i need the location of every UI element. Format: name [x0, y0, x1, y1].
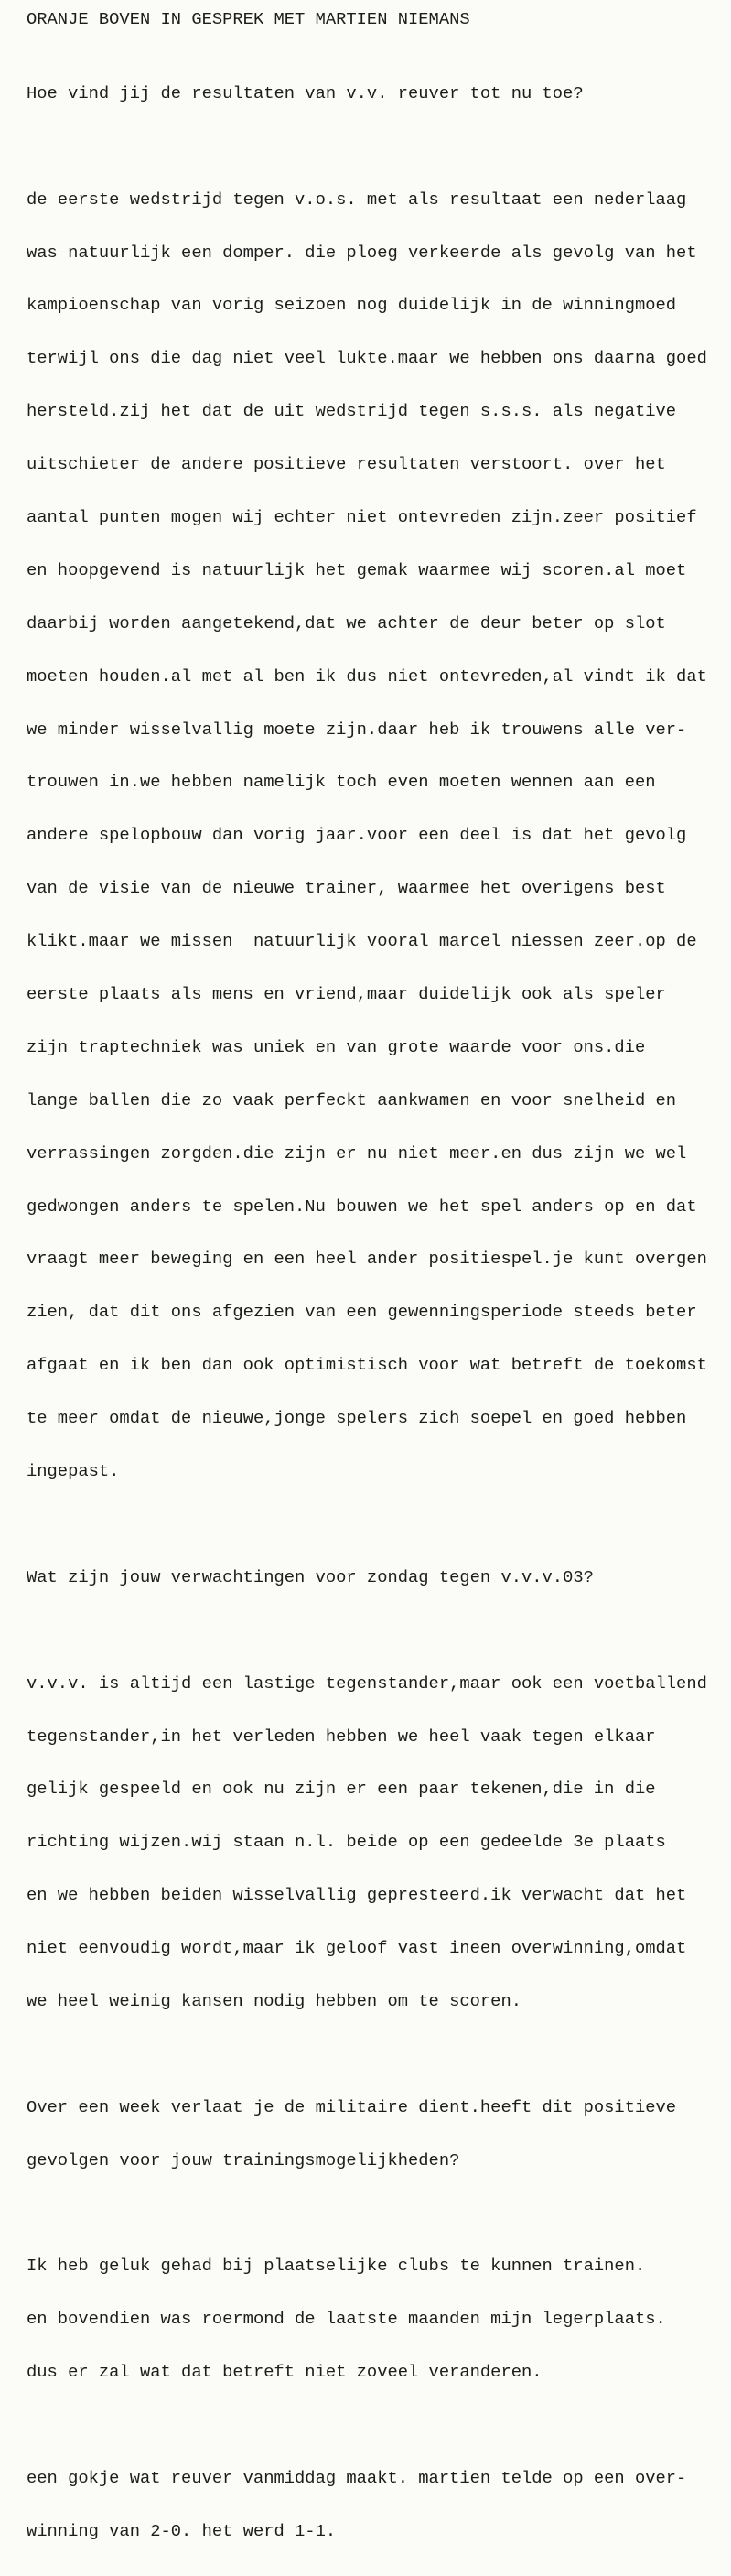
document-title: ORANJE BOVEN IN GESPREK MET MARTIEN NIEMANS	[27, 9, 470, 29]
answer-line: terwijl ons die dag niet veel lukte.maar we hebben ons daarna goed	[27, 348, 707, 369]
question-line: Over een week verlaat je de militaire dient.heeft dit positieve	[27, 2096, 677, 2117]
answer-line: zijn traptechniek was uniek en van grote waarde voor ons.die	[27, 1036, 646, 1057]
answer-line: we heel weinig kansen nodig hebben om te scoren.	[27, 1990, 521, 2011]
answer-line: en hoopgevend is natuurlijk het gemak waarmee wij scoren.al moet	[27, 559, 687, 580]
answer-line: v.v.v. is altijd een lastige tegenstander,maar ook een voetballend	[27, 1672, 707, 1694]
answer-1	[27, 156, 731, 1516]
answer-line: te meer omdat de nieuwe,jonge spelers zich soepel en goed hebben	[27, 1408, 687, 1429]
answer-3	[27, 2223, 731, 2417]
answer-line: dus er zal wat dat betreft niet zoveel veranderen.	[27, 2362, 543, 2383]
answer-line: gedwongen anders te spelen.Nu bouwen we het spel anders op en dat	[27, 1196, 697, 1217]
question-1	[27, 49, 731, 137]
question-line: gevolgen voor jouw trainingsmogelijkheden?	[27, 2149, 460, 2170]
answer-line: andere spelopbouw dan vorig jaar.voor een deel is dat het gevolg	[27, 825, 687, 846]
answer-line: moeten houden.al met al ben ik dus niet ontevreden,al vindt ik dat	[27, 666, 707, 687]
spacer	[27, 2205, 731, 2223]
spacer	[27, 1516, 731, 1533]
answer-line: hersteld.zij het dat de uit wedstrijd tegen s.s.s. als negative	[27, 401, 677, 422]
answer-line: zien, dat dit ons afgezien van een gewenningsperiode steeds beter	[27, 1302, 697, 1323]
closing-note	[27, 2434, 731, 2575]
spacer	[27, 2046, 731, 2063]
spacer	[27, 28, 731, 49]
answer-line: klikt.maar we missen natuurlijk vooral marcel niessen zeer.op de	[27, 931, 697, 952]
answer-2	[27, 1640, 731, 2046]
answer-line: Ik heb geluk gehad bij plaatselijke clubs te kunnen trainen.	[27, 2256, 646, 2277]
answer-line: lange ballen die zo vaak perfeckt aankwamen en voor snelheid en	[27, 1089, 677, 1110]
answer-line: daarbij worden aangetekend,dat we achter de deur beter op slot	[27, 612, 666, 633]
answer-line: de eerste wedstrijd tegen v.o.s. met als resultaat een nederlaag	[27, 189, 687, 210]
answer-line: trouwen in.we hebben namelijk toch even moeten wennen aan een	[27, 772, 656, 793]
answer-line: we minder wisselvallig moete zijn.daar heb ik trouwens alle ver-	[27, 719, 687, 740]
answer-line: ingepast.	[27, 1461, 120, 1482]
document-page	[27, 11, 731, 2576]
answer-line: afgaat en ik ben dan ook optimistisch voor wat betreft de toekomst	[27, 1355, 707, 1376]
closing-line: een gokje wat reuver vanmiddag maakt. martien telde op een over-	[27, 2467, 687, 2488]
closing-line: winning van 2-0. het werd 1-1.	[27, 2520, 337, 2541]
answer-line: verrassingen zorgden.die zijn er nu niet meer.en dus zijn we wel	[27, 1142, 687, 1164]
answer-line: van de visie van de nieuwe trainer, waarmee het overigens best	[27, 878, 666, 899]
question-2	[27, 1533, 731, 1621]
answer-line: tegenstander,in het verleden hebben we heel vaak tegen elkaar	[27, 1726, 656, 1747]
answer-line: en we hebben beiden wisselvallig gepresteerd.ik verwacht dat het	[27, 1885, 687, 1906]
answer-line: niet eenvoudig wordt,maar ik geloof vast ineen overwinning,omdat	[27, 1938, 687, 1959]
answer-line: eerste plaats als mens en vriend,maar duidelijk ook als speler	[27, 984, 666, 1005]
answer-line: richting wijzen.wij staan n.l. beide op een gedeelde 3e plaats	[27, 1832, 666, 1853]
spacer	[27, 138, 731, 156]
question-3	[27, 2063, 731, 2204]
answer-line: was natuurlijk een domper. die ploeg verkeerde als gevolg van het	[27, 242, 697, 263]
answer-line: aantal punten mogen wij echter niet ontevreden zijn.zeer positief	[27, 507, 697, 528]
answer-line: gelijk gespeeld en ook nu zijn er een paar tekenen,die in die	[27, 1779, 656, 1800]
spacer	[27, 2417, 731, 2434]
question-line: Wat zijn jouw verwachtingen voor zondag tegen v.v.v.03?	[27, 1566, 594, 1587]
question-line: Hoe vind jij de resultaten van v.v. reuver tot nu toe?	[27, 82, 584, 103]
answer-line: uitschieter de andere positieve resultaten verstoort. over het	[27, 454, 666, 475]
answer-line: kampioenschap van vorig seizoen nog duidelijk in de winningmoed	[27, 295, 677, 316]
spacer	[27, 1622, 731, 1640]
answer-line: en bovendien was roermond de laatste maanden mijn legerplaats.	[27, 2309, 666, 2330]
answer-line: vraagt meer beweging en een heel ander positiespel.je kunt overgen	[27, 1249, 707, 1270]
